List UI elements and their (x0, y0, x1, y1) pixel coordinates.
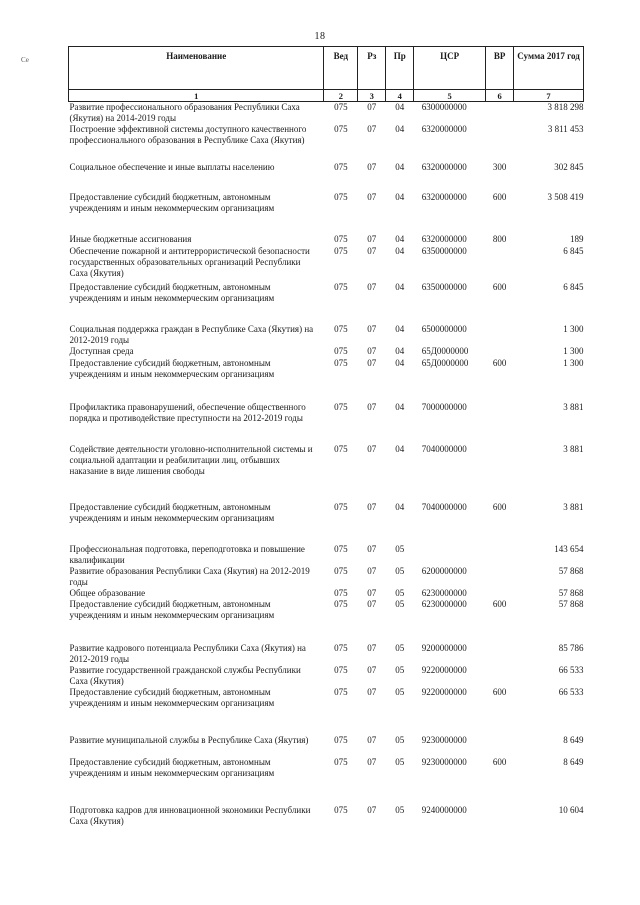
row-sum: 66 533 (558, 665, 584, 675)
header-sum: Сумма 2017 год (514, 47, 584, 90)
row-vr: 600 (492, 192, 507, 202)
header-name: Наименование (69, 47, 324, 90)
row-rz: 07 (367, 588, 377, 598)
row-csr: 6230000000 (421, 588, 467, 598)
table-row (69, 735, 584, 757)
row-pr: 04 (395, 346, 405, 356)
row-pr: 04 (395, 358, 405, 368)
row-sum: 10 604 (558, 805, 584, 815)
header-pr: Пр (386, 47, 414, 90)
header-ved: Вед (324, 47, 358, 90)
row-csr: 65Д0000000 (421, 346, 469, 356)
row-vr (486, 566, 514, 588)
row-csr: 9200000000 (421, 643, 467, 653)
row-csr: 9220000000 (421, 687, 467, 697)
row-pr: 05 (395, 665, 405, 675)
row-csr: 6350000000 (421, 246, 467, 256)
table-row (69, 544, 584, 566)
row-name: Обеспечение пожарной и антитеррористической безопасности государственных образовательных организаций Республики Саха (Якутия) (69, 246, 310, 278)
row-name: Предоставление субсидий бюджетным, автономным учреждениям и иным некоммерческим организациям (69, 502, 275, 523)
header-csr: ЦСР (414, 47, 486, 90)
row-sum: 3 811 453 (547, 124, 584, 134)
row-ved: 075 (334, 599, 348, 609)
table-row (69, 757, 584, 805)
column-number: 1 (69, 90, 324, 102)
row-pr: 04 (395, 402, 405, 412)
row-pr: 05 (395, 757, 405, 767)
table-row (69, 687, 584, 735)
table-row (69, 234, 584, 246)
row-rz: 07 (367, 599, 377, 609)
row-ved: 075 (334, 358, 348, 368)
row-ved: 075 (334, 502, 348, 512)
row-vr: 800 (492, 234, 507, 244)
row-csr: 6230000000 (421, 599, 467, 609)
row-ved: 075 (334, 643, 348, 653)
row-csr: 6300000000 (421, 102, 467, 112)
margin-mark: Се (21, 56, 29, 64)
row-pr: 04 (395, 102, 405, 112)
column-number: 2 (324, 90, 358, 102)
row-name: Развитие муниципальной службы в Республике Саха (Якутия) (69, 735, 309, 745)
row-csr: 6200000000 (421, 566, 467, 576)
row-csr: 6320000000 (421, 124, 467, 134)
row-vr (486, 544, 514, 566)
column-number: 4 (386, 90, 414, 102)
row-ved: 075 (334, 162, 348, 172)
header-rz: Рз (358, 47, 386, 90)
row-ved: 075 (334, 805, 348, 815)
row-name: Развитие кадрового потенциала Республики Саха (Якутия) на 2012-2019 годы (69, 643, 306, 664)
row-pr: 05 (395, 735, 405, 745)
row-csr: 6350000000 (421, 282, 467, 292)
table-row (69, 102, 584, 125)
row-sum: 1 300 (563, 324, 584, 334)
row-sum: 66 533 (558, 687, 584, 697)
table-row (69, 192, 584, 234)
row-rz: 07 (367, 805, 377, 815)
row-sum: 3 881 (563, 402, 584, 412)
row-csr: 7040000000 (421, 502, 467, 512)
row-vr (486, 124, 514, 162)
table-row (69, 246, 584, 282)
row-vr (486, 402, 514, 444)
row-rz: 07 (367, 246, 377, 256)
row-pr: 05 (395, 544, 405, 554)
column-number-row (69, 90, 584, 102)
row-vr (486, 346, 514, 358)
row-name: Социальная поддержка граждан в Республике Саха (Якутия) на 2012-2019 годы (69, 324, 314, 345)
row-name: Предоставление субсидий бюджетным, автономным учреждениям и иным некоммерческим организациям (69, 687, 275, 708)
row-name: Иные бюджетные ассигнования (69, 234, 192, 244)
row-rz: 07 (367, 665, 377, 675)
row-rz: 07 (367, 162, 377, 172)
row-csr (414, 544, 486, 566)
row-pr: 05 (395, 588, 405, 598)
header-vr: ВР (486, 47, 514, 90)
row-ved: 075 (334, 402, 348, 412)
row-csr: 65Д0000000 (421, 358, 469, 368)
row-csr: 6320000000 (421, 192, 467, 202)
row-vr (486, 444, 514, 502)
row-vr (486, 588, 514, 599)
row-name: Социальное обеспечение и иные выплаты населению (69, 162, 275, 172)
row-vr: 600 (492, 282, 507, 292)
row-vr: 600 (492, 599, 507, 609)
row-vr (486, 324, 514, 346)
table-row (69, 665, 584, 687)
table-row (69, 502, 584, 544)
row-rz: 07 (367, 192, 377, 202)
row-sum: 1 300 (563, 358, 584, 368)
row-csr: 9240000000 (421, 805, 467, 815)
row-sum: 57 868 (558, 599, 584, 609)
row-sum: 57 868 (558, 588, 584, 598)
row-name: Профессиональная подготовка, переподготовка и повышение квалификации (69, 544, 305, 565)
column-number: 5 (414, 90, 486, 102)
row-vr: 300 (492, 162, 507, 172)
row-vr: 600 (492, 757, 507, 767)
row-sum: 6 845 (563, 282, 584, 292)
row-name: Предоставление субсидий бюджетным, автономным учреждениям и иным некоммерческим организациям (69, 282, 275, 303)
row-name: Предоставление субсидий бюджетным, автономным учреждениям и иным некоммерческим организациям (69, 599, 275, 620)
row-rz: 07 (367, 735, 377, 745)
row-vr: 600 (492, 502, 507, 512)
row-pr: 04 (395, 234, 405, 244)
row-ved: 075 (334, 324, 348, 334)
row-vr (486, 735, 514, 757)
row-csr: 6320000000 (421, 234, 467, 244)
row-sum: 3 881 (563, 444, 584, 454)
table-row (69, 324, 584, 346)
row-rz: 07 (367, 346, 377, 356)
row-pr: 05 (395, 805, 405, 815)
row-pr: 05 (395, 687, 405, 697)
row-rz: 07 (367, 324, 377, 334)
row-name: Построение эффективной системы доступного качественного профессионального образования в Республике Саха (Якутия) (69, 124, 307, 145)
budget-table (68, 46, 584, 835)
row-sum: 1 300 (563, 346, 584, 356)
row-name: Развитие государственной гражданской службы Республики Саха (Якутия) (69, 665, 301, 686)
row-name: Предоставление субсидий бюджетным, автономным учреждениям и иным некоммерческим организациям (69, 192, 275, 213)
row-sum: 302 845 (554, 162, 584, 172)
row-sum: 3 508 419 (547, 192, 584, 202)
row-pr: 05 (395, 566, 405, 576)
row-vr: 600 (492, 687, 507, 697)
row-rz: 07 (367, 502, 377, 512)
row-pr: 04 (395, 124, 405, 134)
row-sum: 8 649 (563, 735, 584, 745)
table-row (69, 162, 584, 192)
row-name: Общее образование (69, 588, 146, 598)
row-rz: 07 (367, 444, 377, 454)
row-csr: 9230000000 (421, 757, 467, 767)
row-sum: 143 654 (554, 544, 584, 554)
row-sum: 189 (570, 234, 584, 244)
row-rz: 07 (367, 402, 377, 412)
page-number: 18 (314, 31, 326, 42)
row-sum: 57 868 (558, 566, 584, 576)
table-row (69, 599, 584, 643)
table-row (69, 444, 584, 502)
row-name: Предоставление субсидий бюджетным, автономным учреждениям и иным некоммерческим организациям (69, 757, 275, 778)
row-sum: 3 818 298 (547, 102, 584, 112)
row-sum: 6 845 (563, 246, 584, 256)
row-rz: 07 (367, 687, 377, 697)
table-row (69, 566, 584, 588)
row-pr: 04 (395, 282, 405, 292)
row-ved: 075 (334, 192, 348, 202)
row-rz: 07 (367, 544, 377, 554)
row-name: Развитие профессионального образования Республики Саха (Якутия) на 2014-2019 годы (69, 102, 300, 123)
row-name: Доступная среда (69, 346, 134, 356)
row-pr: 04 (395, 324, 405, 334)
row-ved: 075 (334, 588, 348, 598)
row-ved: 075 (334, 102, 348, 112)
row-ved: 075 (334, 566, 348, 576)
row-rz: 07 (367, 124, 377, 134)
row-ved: 075 (334, 687, 348, 697)
row-csr: 9230000000 (421, 735, 467, 745)
row-rz: 07 (367, 102, 377, 112)
row-csr: 6320000000 (421, 162, 467, 172)
header-row (69, 47, 584, 90)
row-rz: 07 (367, 358, 377, 368)
row-sum: 85 786 (558, 643, 584, 653)
row-rz: 07 (367, 234, 377, 244)
row-pr: 04 (395, 444, 405, 454)
row-ved: 075 (334, 735, 348, 745)
row-csr: 6500000000 (421, 324, 467, 334)
row-pr: 04 (395, 502, 405, 512)
table-row (69, 124, 584, 162)
row-vr (486, 102, 514, 125)
row-vr (486, 805, 514, 835)
row-ved: 075 (334, 282, 348, 292)
column-number: 7 (514, 90, 584, 102)
row-ved: 075 (334, 246, 348, 256)
row-name: Развитие образования Республики Саха (Якутия) на 2012-2019 годы (69, 566, 310, 587)
table-row (69, 402, 584, 444)
row-name: Предоставление субсидий бюджетным, автономным учреждениям и иным некоммерческим организациям (69, 358, 275, 379)
row-pr: 04 (395, 162, 405, 172)
row-ved: 075 (334, 757, 348, 767)
column-number: 6 (486, 90, 514, 102)
row-rz: 07 (367, 757, 377, 767)
row-ved: 075 (334, 444, 348, 454)
row-vr (486, 665, 514, 687)
table-row (69, 805, 584, 835)
row-ved: 075 (334, 124, 348, 134)
row-ved: 075 (334, 665, 348, 675)
row-vr (486, 643, 514, 665)
row-pr: 05 (395, 599, 405, 609)
table-row (69, 358, 584, 402)
row-csr: 7000000000 (421, 402, 467, 412)
row-name: Профилактика правонарушений, обеспечение общественного порядка и противодействие преступности на 2012-2019 годы (69, 402, 306, 423)
table-row (69, 346, 584, 358)
row-sum: 3 881 (563, 502, 584, 512)
row-pr: 04 (395, 246, 405, 256)
row-csr: 9220000000 (421, 665, 467, 675)
row-rz: 07 (367, 643, 377, 653)
table-row (69, 643, 584, 665)
column-number: 3 (358, 90, 386, 102)
table-row (69, 282, 584, 324)
row-pr: 05 (395, 643, 405, 653)
row-ved: 075 (334, 234, 348, 244)
row-rz: 07 (367, 282, 377, 292)
row-pr: 04 (395, 192, 405, 202)
table-row (69, 588, 584, 599)
row-vr: 600 (492, 358, 507, 368)
row-name: Содействие деятельности уголовно-исполнительной системы и социальной адаптации и реабилитации лиц, отбывших наказание в виде лишения свободы (69, 444, 313, 476)
row-ved: 075 (334, 346, 348, 356)
row-csr: 7040000000 (421, 444, 467, 454)
row-rz: 07 (367, 566, 377, 576)
row-ved: 075 (334, 544, 348, 554)
row-vr (486, 246, 514, 282)
row-sum: 8 649 (563, 757, 584, 767)
row-name: Подготовка кадров для инновационной экономики Республики Саха (Якутия) (69, 805, 311, 826)
